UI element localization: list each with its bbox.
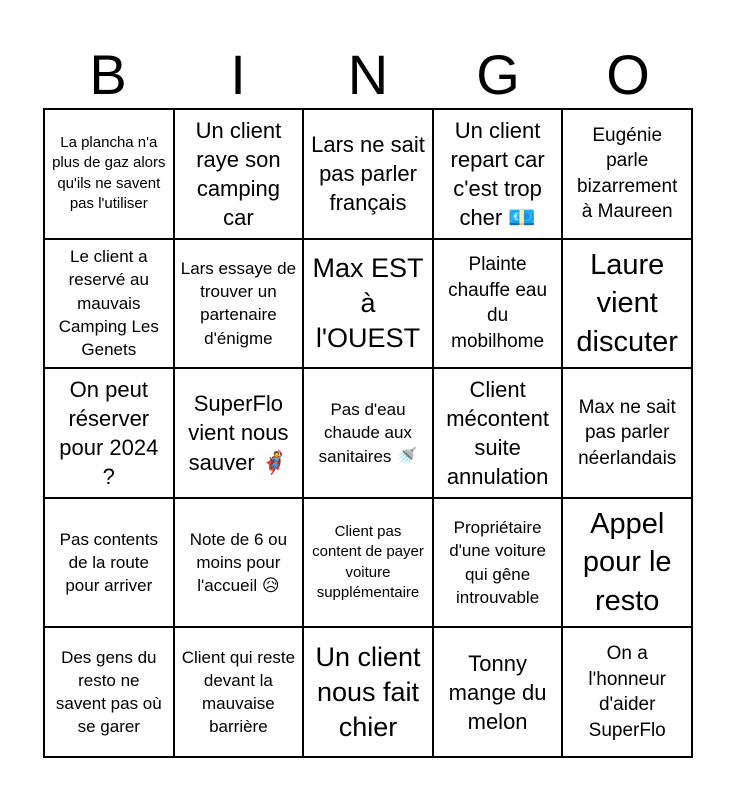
cell-text: Le client a reservé au mauvais Camping Les Genets [58,247,159,360]
bingo-cell[interactable] [44,498,174,628]
bingo-board [43,108,693,758]
bingo-cell[interactable] [174,627,304,757]
bingo-cell[interactable] [562,627,692,757]
title-letter-o: O [606,43,650,106]
bingo-cell[interactable] [303,498,433,628]
bingo-cell[interactable] [433,498,563,628]
bingo-cell[interactable] [562,109,692,239]
bingo-cell[interactable] [44,109,174,239]
cell-text: Un client repart car c'est trop cher 💶 [450,117,545,230]
bingo-cell[interactable] [562,239,692,369]
bingo-cell[interactable] [174,498,304,628]
cell-text: On peut réserver pour 2024 ? [59,376,159,490]
cell-text: Client qui reste devant la mauvaise barrière [181,647,296,737]
bingo-cell[interactable] [303,239,433,369]
cell-text: La plancha n'a plus de gaz alors qu'ils ne savent pas l'utiliser [52,133,166,213]
cell-text: Tonny mange du melon [448,650,547,734]
cell-text: Max ne sait pas parler néerlandais [578,396,677,469]
bingo-cell[interactable] [433,627,563,757]
bingo-title [43,42,693,108]
cell-text: Client pas content de payer voiture supplémentaire [312,522,424,602]
bingo-cell[interactable] [433,109,563,239]
cell-text: Plainte chauffe eau du mobilhome [448,254,548,353]
cell-text: Laure vient discuter [576,248,678,358]
bingo-cell[interactable] [303,368,433,498]
bingo-cell[interactable] [303,627,433,757]
bingo-cell[interactable] [44,368,174,498]
title-letter-b: B [89,43,127,106]
bingo-cell[interactable] [433,368,563,498]
cell-text: Un client raye son camping car [195,117,282,230]
bingo-cell[interactable] [303,109,433,239]
bingo-cell[interactable] [174,368,304,498]
cell-text: On a l'honneur d'aider SuperFlo [588,642,666,741]
cell-text: Pas contents de la route pour arriver [59,529,158,596]
bingo-cell[interactable] [562,498,692,628]
bingo-cell[interactable] [562,368,692,498]
cell-text: SuperFlo vient nous sauver 🦸 [188,391,289,475]
cell-text: Propriétaire d'une voiture qui gêne introuvable [449,518,546,607]
cell-text: Lars essaye de trouver un partenaire d'énigme [180,258,297,348]
cell-text: Des gens du resto ne savent pas où se garer [55,647,162,737]
cell-text: Max EST à l'OUEST [312,252,424,353]
bingo-cell[interactable] [174,239,304,369]
bingo-cell[interactable] [433,239,563,369]
cell-text: Client mécontent suite annulation [446,376,549,490]
bingo-cell[interactable] [174,109,304,239]
bingo-cell[interactable] [44,627,174,757]
cell-text: Appel pour le resto [582,508,672,617]
cell-text: Pas d'eau chaude aux sanitaires 🚿 [318,400,418,466]
title-letter-n: N [347,43,389,106]
title-letter-i: I [230,43,246,106]
title-letter-g: G [476,43,520,106]
cell-text: Un client nous fait chier [315,641,421,742]
bingo-cell[interactable] [44,239,174,369]
cell-text: Note de 6 ou moins pour l'accueil 😥 [189,529,288,596]
cell-text: Lars ne sait pas parler français [311,132,425,216]
cell-text: Eugénie parle bizarrement à Maureen [577,124,678,223]
